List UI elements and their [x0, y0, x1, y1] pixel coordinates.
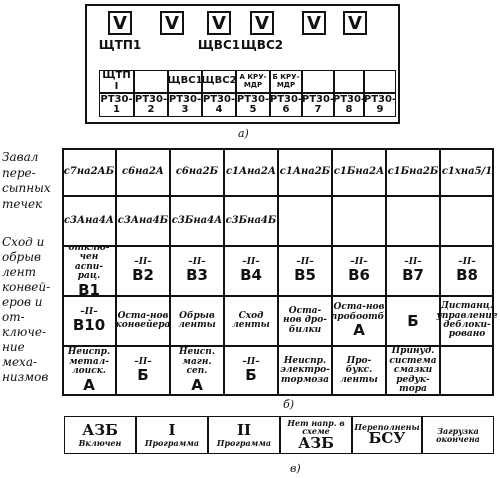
grid-cell — [386, 296, 440, 346]
grid-cell — [62, 242, 116, 299]
grid-cell — [332, 246, 386, 296]
row-label-blockage: Завал пере-сыпных течек — [2, 150, 51, 211]
cell-text: –II– — [404, 256, 422, 267]
grid-cell: с1Бна2А — [332, 148, 386, 196]
grid-cell: с1хна5/1 — [440, 148, 494, 196]
grid-cell — [332, 296, 386, 346]
cell-code: Б — [245, 366, 257, 385]
header-cell — [302, 70, 334, 93]
cell-text: –II– — [458, 256, 476, 267]
grid-cell: с6на2Б — [170, 148, 224, 196]
cell-code: В10 — [72, 316, 106, 335]
cell-text: Оста-нов дро-билки — [283, 305, 327, 335]
status-caption: Переполнены — [354, 421, 420, 432]
caption-a: а) — [238, 127, 249, 140]
cell-code: А — [83, 375, 95, 394]
status-title: II — [236, 420, 252, 439]
cell-text: –II– — [134, 256, 152, 267]
caption-b: б) — [283, 398, 295, 411]
grid-cell — [386, 346, 440, 396]
status-caption: Загрузка окончена — [436, 425, 480, 444]
cell-text: –II– — [188, 256, 206, 267]
grid-cell: с3Бна4Б — [224, 196, 278, 246]
status-cell — [136, 416, 208, 454]
grid-cell: с6на2А — [116, 148, 170, 196]
header-cell: А КРУ-МДР — [236, 70, 270, 93]
indicator-lamp: V — [343, 11, 367, 35]
indicator-lamp: V — [108, 11, 132, 35]
grid-cell — [170, 346, 224, 396]
cell-code: В4 — [240, 266, 262, 285]
grid-cell: с1Ана2Б — [278, 148, 332, 196]
cell-text: –II– — [80, 306, 98, 317]
cell-code: В3 — [186, 266, 208, 285]
relay-cell: РТ30-7 — [301, 93, 335, 115]
cell-code: В1 — [78, 280, 100, 299]
grid-cell — [116, 296, 170, 346]
status-title: АЗБ — [82, 420, 118, 439]
relay-cell: РТ30-8 — [332, 93, 366, 115]
grid-cell — [440, 346, 494, 396]
cell-code: А — [191, 375, 203, 394]
grid-cell — [386, 196, 440, 246]
cell-text: Неиспр. электро-тормоза — [280, 355, 330, 385]
status-cell — [208, 416, 280, 454]
grid-cell — [170, 246, 224, 296]
row-label-belt-failure: Сход и обрыв лент конвей-еров и от-ключе-ние меха-низмов — [2, 235, 51, 384]
cell-text: Обрыв ленты — [178, 310, 216, 330]
grid-cell — [170, 296, 224, 346]
status-cell — [64, 416, 136, 454]
relay-cell: РТ30-9 — [363, 93, 397, 115]
relay-cell: РТ30-2 — [134, 93, 168, 115]
cell-text: Про-букс. ленты — [340, 355, 378, 385]
grid-cell — [278, 246, 332, 296]
grid-cell — [332, 196, 386, 246]
cell-text: –II– — [242, 356, 260, 367]
indicator-label: ЩВС2 — [240, 38, 284, 52]
grid-cell: с3Ана4Б — [116, 196, 170, 246]
cell-text: Неиспр. метал-лоиск. — [67, 347, 111, 377]
indicator-lamp: V — [302, 11, 326, 35]
status-title: I — [168, 420, 176, 439]
grid-cell: с3Бна4А — [170, 196, 224, 246]
grid-cell — [224, 296, 278, 346]
indicator-label: ЩТП1 — [98, 38, 142, 52]
header-cell — [134, 70, 168, 93]
grid-cell — [278, 296, 332, 346]
cell-code: В2 — [132, 266, 154, 285]
grid-cell: с1Бна2Б — [386, 148, 440, 196]
relay-cell: РТ30-1 — [100, 93, 133, 115]
grid-cell — [224, 346, 278, 396]
status-caption: Программа — [144, 437, 200, 448]
cell-text: –II– — [296, 256, 314, 267]
grid-cell — [116, 246, 170, 296]
relay-cell: РТ30-3 — [168, 93, 202, 115]
relay-cell: РТ30-5 — [236, 93, 270, 115]
status-caption: Включен — [78, 437, 122, 448]
header-cell: Б КРУ-МДР — [270, 70, 302, 93]
cell-text: Сход ленты — [232, 310, 270, 330]
indicator-lamp: V — [250, 11, 274, 35]
grid-cell — [116, 346, 170, 396]
grid-cell — [278, 196, 332, 246]
cell-text: –II– — [350, 256, 368, 267]
cell-code: В8 — [456, 266, 478, 285]
indicator-lamp: V — [207, 11, 231, 35]
grid-cell — [62, 296, 116, 346]
cell-text: отклю-чен аспи-рац. — [68, 242, 110, 282]
cell-code: В6 — [348, 266, 370, 285]
status-cell — [280, 416, 352, 454]
grid-cell — [440, 246, 494, 296]
cell-text: Оста-нов конвейера — [115, 310, 171, 330]
indicator-lamp: V — [160, 11, 184, 35]
cell-code: А — [353, 321, 365, 340]
grid-cell: с1Ана2А — [224, 148, 278, 196]
caption-c: в) — [290, 462, 301, 475]
status-cell — [352, 416, 422, 454]
grid-cell — [224, 246, 278, 296]
header-cell — [364, 70, 396, 93]
status-caption: Программа — [216, 437, 272, 448]
cell-text: Неисп. магн. сеп. — [179, 347, 215, 377]
grid-cell: с3Ана4А — [62, 196, 116, 246]
grid-cell — [62, 346, 116, 396]
grid-cell — [386, 246, 440, 296]
cell-text: Дистанц. управление деблоки-ровано — [436, 301, 498, 340]
status-cell — [422, 416, 494, 454]
status-caption: Нет напр. в схеме — [287, 417, 345, 437]
cell-text: –II– — [242, 256, 260, 267]
cell-code: В5 — [294, 266, 316, 285]
header-cell — [334, 70, 364, 93]
cell-text: –II– — [134, 356, 152, 367]
status-title: БСУ — [368, 429, 406, 448]
grid-cell — [436, 296, 498, 346]
cell-code: Б — [137, 366, 149, 385]
cell-code: Б — [407, 311, 419, 330]
relay-cell: РТ30-6 — [269, 93, 303, 115]
grid-cell: с7на2АБ — [62, 148, 116, 196]
relay-cell: РТ30-4 — [202, 93, 236, 115]
grid-cell — [440, 196, 494, 246]
indicator-label: ЩВС1 — [197, 38, 241, 52]
cell-text: Оста-нов пробоотб. — [330, 302, 388, 322]
header-cell: ЩВС1 — [168, 70, 202, 93]
grid-cell — [278, 346, 332, 396]
cell-code: В7 — [402, 266, 424, 285]
status-title: АЗБ — [298, 433, 334, 452]
grid-cell — [332, 346, 386, 396]
header-cell: ЩТП I — [99, 70, 134, 93]
header-cell: ЩВС2 — [202, 70, 236, 93]
cell-text: Принуд. система смазки редук-тора — [389, 346, 437, 395]
